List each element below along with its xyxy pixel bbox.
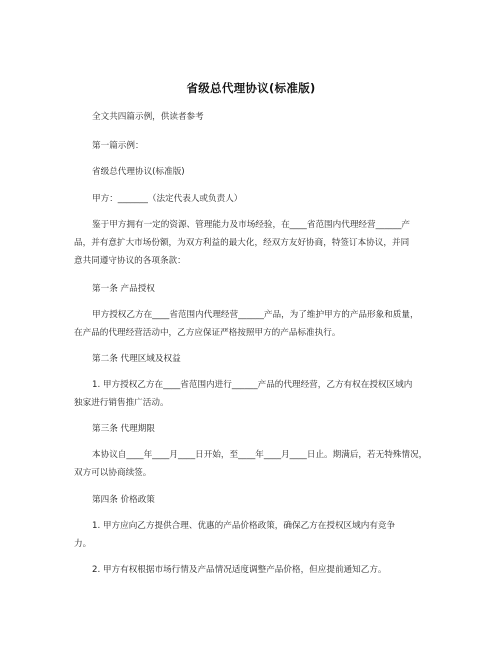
article-text-line: 独家进行销售推广活动。 — [74, 398, 169, 408]
article-text-line: 力。 — [74, 539, 92, 549]
article-text-line: 本协议自____年____月____日开始，至____年____月____日止。期满后，若无特殊情况， — [92, 450, 428, 460]
article-heading: 第四条 价格政策 — [92, 495, 155, 505]
preamble-line: 意共同遵守协议的各项条款： — [74, 256, 186, 266]
document-title: 省级总代理协议(标准版) — [186, 81, 316, 95]
article-text-line: 1. 甲方应向乙方提供合理、优惠的产品价格政策，确保乙方在授权区域内有竞争 — [92, 521, 396, 531]
preamble-line: 品，并有意扩大市场份额，为双方利益的最大化，经双方友好协商，特签订本协议，并同 — [74, 238, 410, 248]
example-heading: 第一篇示例： — [92, 141, 144, 151]
article-heading: 第三条 代理期限 — [92, 424, 155, 434]
article-text-line: 双方可以协商续签。 — [74, 468, 152, 478]
intro-text: 全文共四篇示例，供读者参考 — [92, 112, 204, 122]
article-text-line: 2. 甲方有权根据市场行情及产品情况适度调整产品价格，但应提前通知乙方。 — [92, 565, 387, 575]
article-text-line: 1. 甲方授权乙方在____省范围内进行______产品的代理经营，乙方有权在授权区域内 — [92, 380, 413, 390]
article-heading: 第一条 产品授权 — [92, 284, 155, 294]
party-a-line: 甲方：_______（法定代表人或负责人） — [92, 194, 243, 204]
preamble-line: 鉴于甲方拥有一定的资源、管理能力及市场经验，在____省范围内代理经营______产 — [92, 220, 410, 230]
article-heading: 第二条 代理区域及权益 — [92, 354, 181, 364]
article-text-line: 在产品的代理经营活动中，乙方应保证严格按照甲方的产品标准执行。 — [74, 328, 341, 338]
article-text-line: 甲方授权乙方在____省范围内代理经营______产品，为了维护甲方的产品形象和质量， — [92, 310, 419, 320]
example-title: 省级总代理协议(标准版) — [92, 167, 185, 177]
